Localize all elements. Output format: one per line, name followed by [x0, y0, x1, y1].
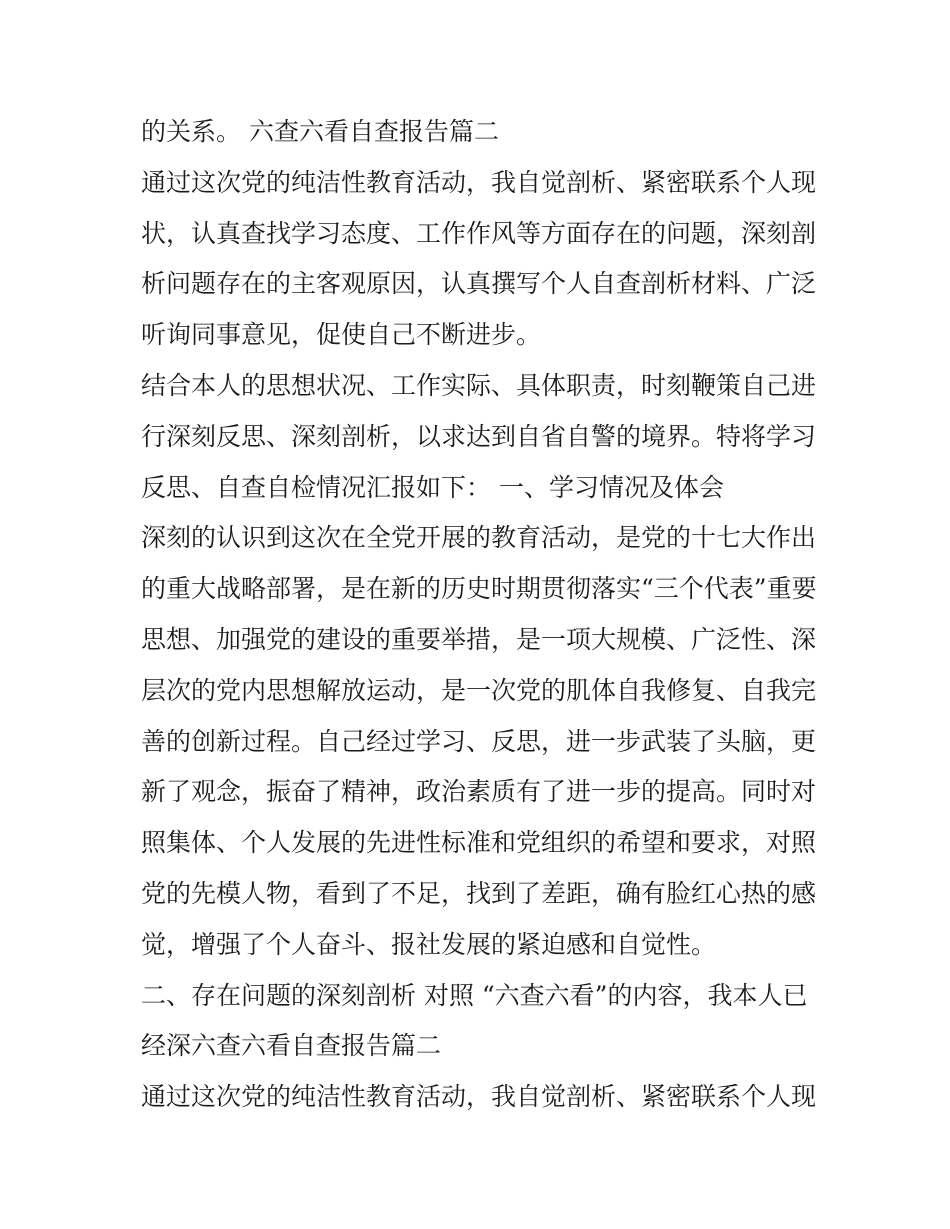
text-line: 行深刻反思、深刻剖析，以求达到自省自警的境界。特将学习 [141, 421, 817, 451]
text-line: 觉，增强了个人奋斗、报社发展的紧迫感和自觉性。 [141, 929, 717, 959]
text-line: 二、存在问题的深刻剖析 对照 “六查六看”的内容，我本人已 [141, 980, 808, 1010]
document-body [141, 107, 821, 1123]
text-line: 深刻的认识到这次在全党开展的教育活动，是党的十七大作出 [141, 523, 817, 553]
text-line: 经深六查六看自查报告篇二 [141, 1031, 442, 1061]
text-line: 反思、自查自检情况汇报如下： 一、学习情况及体会 [141, 472, 724, 502]
text-line: 析问题存在的主客观原因，认真撰写个人自查剖析材料、广泛 [141, 269, 817, 299]
text-line: 层次的党内思想解放运动，是一次党的肌体自我修复、自我完 [141, 675, 817, 705]
text-line: 通过这次党的纯洁性教育活动，我自觉剖析、紧密联系个人现 [141, 167, 817, 197]
text-line: 思想、加强党的建设的重要举措，是一项大规模、广泛性、深 [141, 624, 817, 654]
text-line: 的重大战略部署，是在新的历史时期贯彻落实“三个代表”重要 [141, 574, 817, 604]
text-line: 新了观念，振奋了精神，政治素质有了进一步的提高。同时对 [141, 777, 817, 807]
text-line: 照集体、个人发展的先进性标准和党组织的希望和要求，对照 [141, 828, 817, 858]
text-line: 通过这次党的纯洁性教育活动，我自觉剖析、紧密联系个人现 [141, 1082, 817, 1112]
text-line: 的关系。 六查六看自查报告篇二 [141, 117, 499, 146]
text-line: 听询同事意见，促使自己不断进步。 [141, 320, 542, 350]
text-line: 结合本人的思想状况、工作实际、具体职责，时刻鞭策自己进 [141, 370, 817, 400]
text-line: 状，认真查找学习态度、工作作风等方面存在的问题，深刻剖 [141, 218, 817, 248]
text-line: 党的先模人物，看到了不足，找到了差距，确有脸红心热的感 [141, 878, 817, 908]
text-line: 善的创新过程。自己经过学习、反思，进一步武装了头脑，更 [141, 726, 817, 756]
